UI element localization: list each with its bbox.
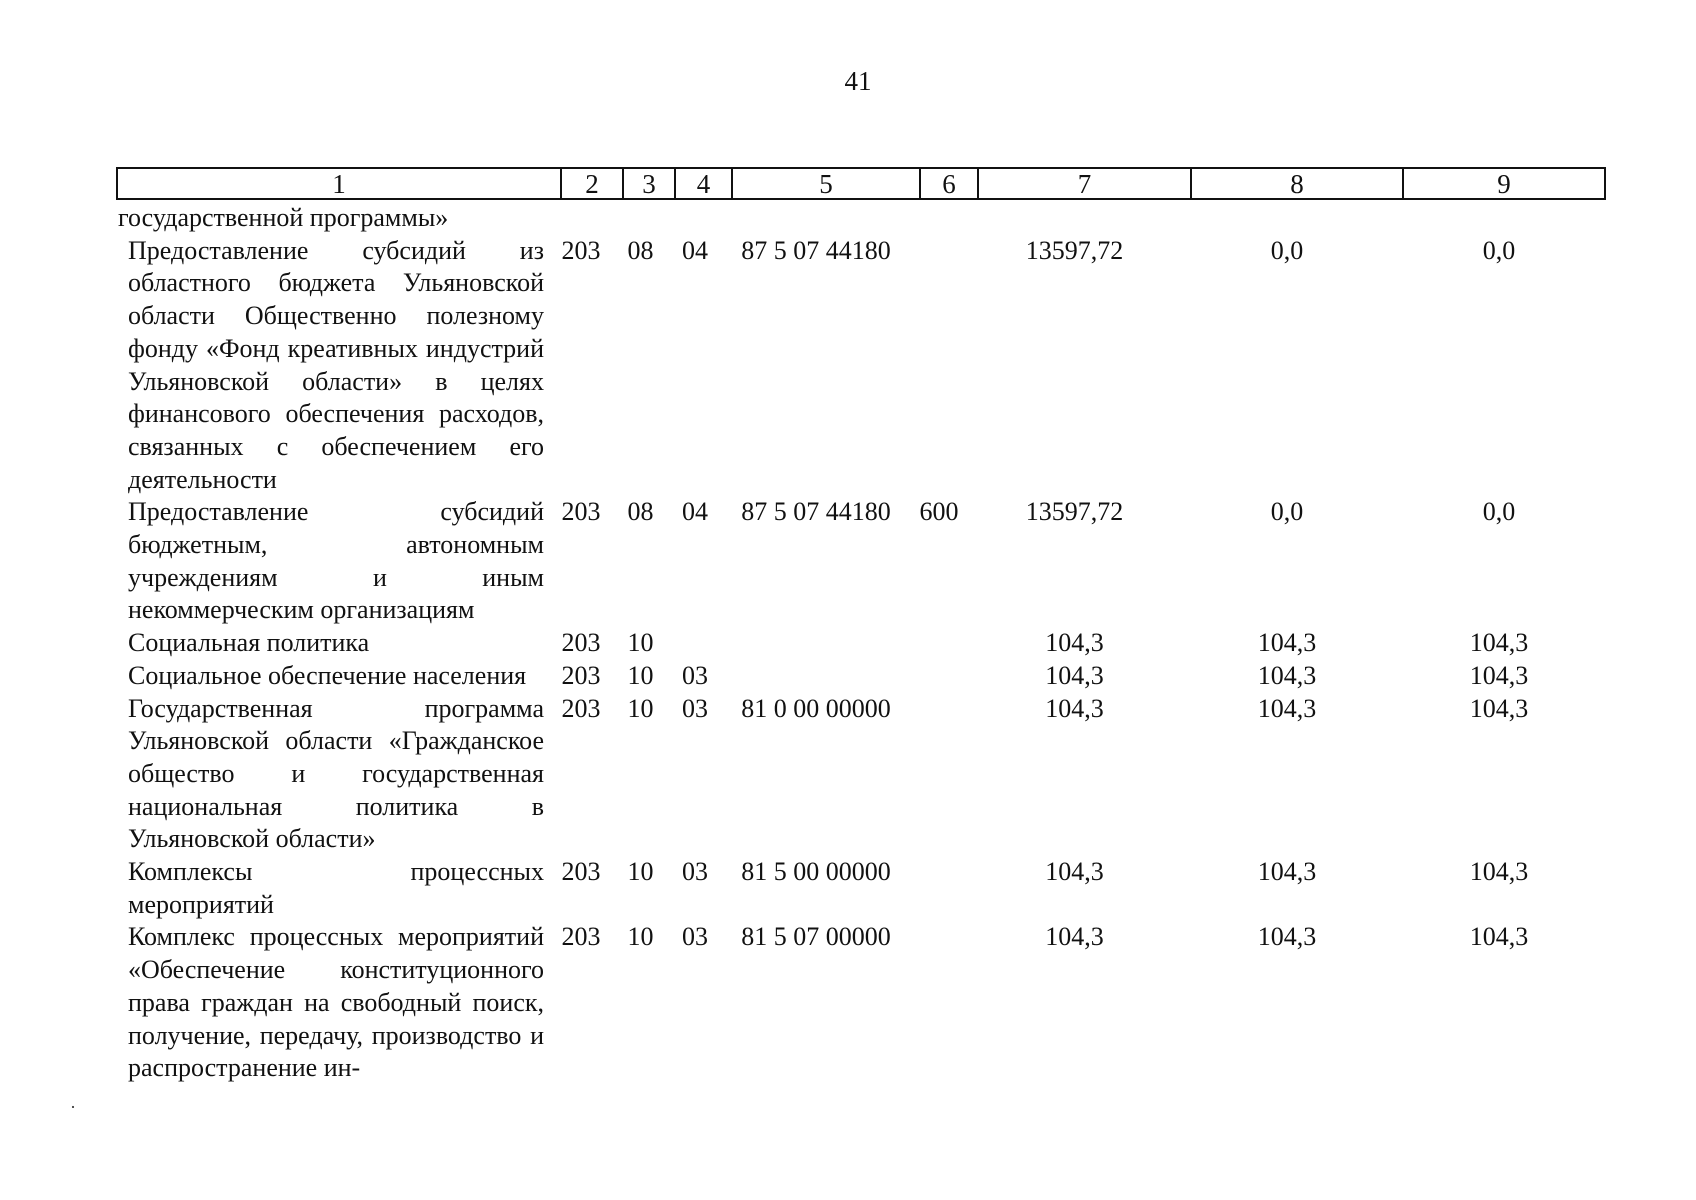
row-col9-cell: 0,0	[1482, 235, 1516, 265]
row-adm-cell: 203	[561, 693, 601, 723]
row-col7-cell: 13597,72	[1025, 497, 1124, 527]
row-csr-cell: 81 5 00 00000	[741, 857, 891, 887]
row-name-cell: Государственная программа Ульяновской области «Гражданское общество и государственная национальная политика в Ульяновской области»	[128, 693, 544, 854]
row-col7-cell: 104,3	[1045, 660, 1104, 690]
row-rz-cell: 10	[627, 922, 654, 952]
row-rz-cell: 10	[627, 857, 654, 887]
row-col8-cell: 104,3	[1257, 660, 1317, 690]
row-rz-cell: 10	[627, 693, 654, 723]
row-adm-cell: 203	[561, 235, 601, 265]
row-col8-cell: 104,3	[1257, 857, 1317, 887]
row-name-cell: Комплекс процессных мероприятий «Обеспечение конституционного права граждан на свободный поиск, получение, передачу, производство и распространение ин-	[128, 922, 544, 1083]
header-col-7: 7	[979, 169, 1192, 198]
row-col9-cell: 104,3	[1469, 857, 1529, 887]
row-vr-cell: 600	[919, 497, 959, 527]
table-row	[116, 235, 1606, 497]
row-col7-cell: 104,3	[1045, 922, 1104, 952]
row-pr-cell: 03	[682, 922, 708, 952]
page-number: 41	[844, 66, 872, 96]
table-row	[116, 660, 1606, 693]
table-row	[116, 856, 1606, 921]
row-col7-cell: 104,3	[1045, 857, 1104, 887]
header-col-6: 6	[921, 169, 979, 198]
row-col8-cell: 104,3	[1257, 628, 1317, 658]
row-name-cell: Социальная политика	[128, 628, 370, 658]
row-col7-cell: 104,3	[1045, 693, 1104, 723]
row-name-cell: Предоставление субсидий из областного бюджета Ульяновской области Общественно полезному фонду «Фонд креативных индустрий Ульяновской области» в целях финансового обеспечения расходов, связанных с обеспечением его деятельности	[128, 235, 544, 494]
header-col-1: 1	[118, 169, 562, 198]
row-col8-cell: 0,0	[1270, 497, 1304, 527]
row-rz-cell: 10	[627, 660, 654, 690]
row-adm-cell: 203	[561, 497, 601, 527]
row-col9-cell: 104,3	[1469, 922, 1529, 952]
row-csr-cell: 81 0 00 00000	[741, 693, 891, 723]
row-name-cell: Комплексы процессных мероприятий	[128, 857, 544, 919]
row-adm-cell: 203	[561, 922, 601, 952]
row-col7-cell: 13597,72	[1025, 235, 1124, 265]
row-rz-cell: 08	[627, 497, 654, 527]
row-csr-cell: 81 5 07 00000	[741, 922, 891, 952]
header-col-5: 5	[733, 169, 921, 198]
row-adm-cell: 203	[561, 628, 601, 658]
header-col-8: 8	[1192, 169, 1404, 198]
row-rz-cell: 10	[627, 628, 654, 658]
row-col9-cell: 0,0	[1482, 497, 1516, 527]
row-col8-cell: 104,3	[1257, 693, 1317, 723]
header-col-4: 4	[676, 169, 733, 198]
row-col8-cell: 0,0	[1270, 235, 1304, 265]
table-row	[116, 627, 1606, 660]
row-csr-cell: 87 5 07 44180	[741, 235, 891, 265]
table-row	[116, 921, 1606, 1085]
row-name-cell: государственной программы»	[118, 203, 449, 232]
row-csr-cell: 87 5 07 44180	[741, 497, 891, 527]
row-pr-cell: 04	[682, 235, 708, 265]
header-col-2: 2	[562, 169, 624, 198]
scan-speck: ·	[70, 1097, 76, 1117]
row-name-cell: Социальное обеспечение населения	[128, 660, 527, 690]
header-col-9: 9	[1497, 169, 1511, 199]
header-col-3: 3	[624, 169, 676, 198]
row-rz-cell: 08	[627, 235, 654, 265]
row-pr-cell: 03	[682, 693, 708, 723]
row-adm-cell: 203	[561, 660, 601, 690]
table-row	[116, 202, 1606, 235]
table-body	[116, 202, 1606, 1085]
row-col8-cell: 104,3	[1257, 922, 1317, 952]
row-pr-cell: 03	[682, 660, 708, 690]
table-row	[116, 693, 1606, 857]
row-col9-cell: 104,3	[1469, 628, 1529, 658]
row-col9-cell: 104,3	[1469, 660, 1529, 690]
row-name-cell: Предоставление субсидий бюджетным, автономным учреждениям и иным некоммерческим организациям	[128, 497, 544, 625]
row-pr-cell: 03	[682, 857, 708, 887]
row-col9-cell: 104,3	[1469, 693, 1529, 723]
table-row	[116, 496, 1606, 627]
table-header	[116, 167, 1606, 200]
row-pr-cell: 04	[682, 497, 708, 527]
row-col7-cell: 104,3	[1045, 628, 1104, 658]
row-adm-cell: 203	[561, 857, 601, 887]
